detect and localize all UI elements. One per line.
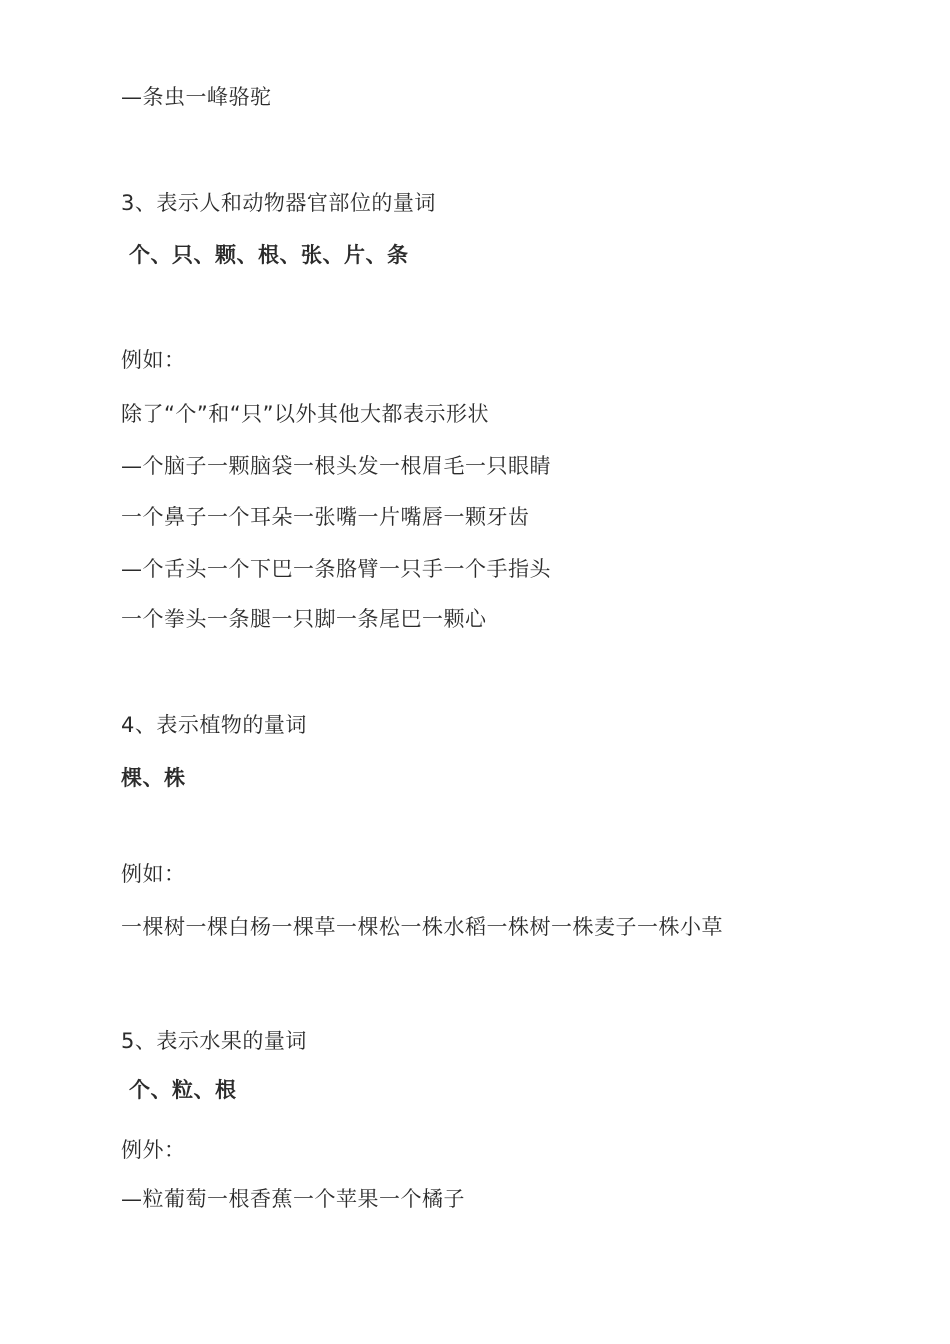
section-4-classifiers: 棵、株 [121,766,186,790]
section-3-note: 除了“个”和“只”以外其他大都表示形状 [121,402,490,426]
section-5-classifiers: 个、粒、根 [129,1078,237,1102]
section-4-example-label: 例如： [121,862,186,886]
section-4-heading: 4、表示植物的量词 [121,713,307,737]
section-3-example-2: 一个鼻子一个耳朵一张嘴一片嘴唇一颗牙齿 [121,505,530,529]
section-3-example-4: 一个拳头一条腿一只脚一条尾巴一颗心 [121,607,487,631]
section-3-example-1: —个脑子一颗脑袋一根头发一根眉毛一只眼睛 [121,454,551,478]
section-3-example-label: 例如： [121,348,186,372]
section-3-example-3: —个舌头一个下巴一条胳臂一只手一个手指头 [121,557,551,581]
section-5-example-1: —粒葡萄一根香蕉一个苹果一个橘子 [121,1187,465,1211]
section-5-heading: 5、表示水果的量词 [121,1029,307,1053]
section-5-example-label: 例外： [121,1138,186,1162]
section-3-classifiers: 个、只、颗、根、张、片、条 [129,243,409,267]
section-4-example-1: 一棵树一棵白杨一棵草一棵松一株水稻一株树一株麦子一株小草 [121,915,723,939]
example-line: —条虫一峰骆驼 [121,85,272,109]
section-3-heading: 3、表示人和动物器官部位的量词 [121,191,436,215]
